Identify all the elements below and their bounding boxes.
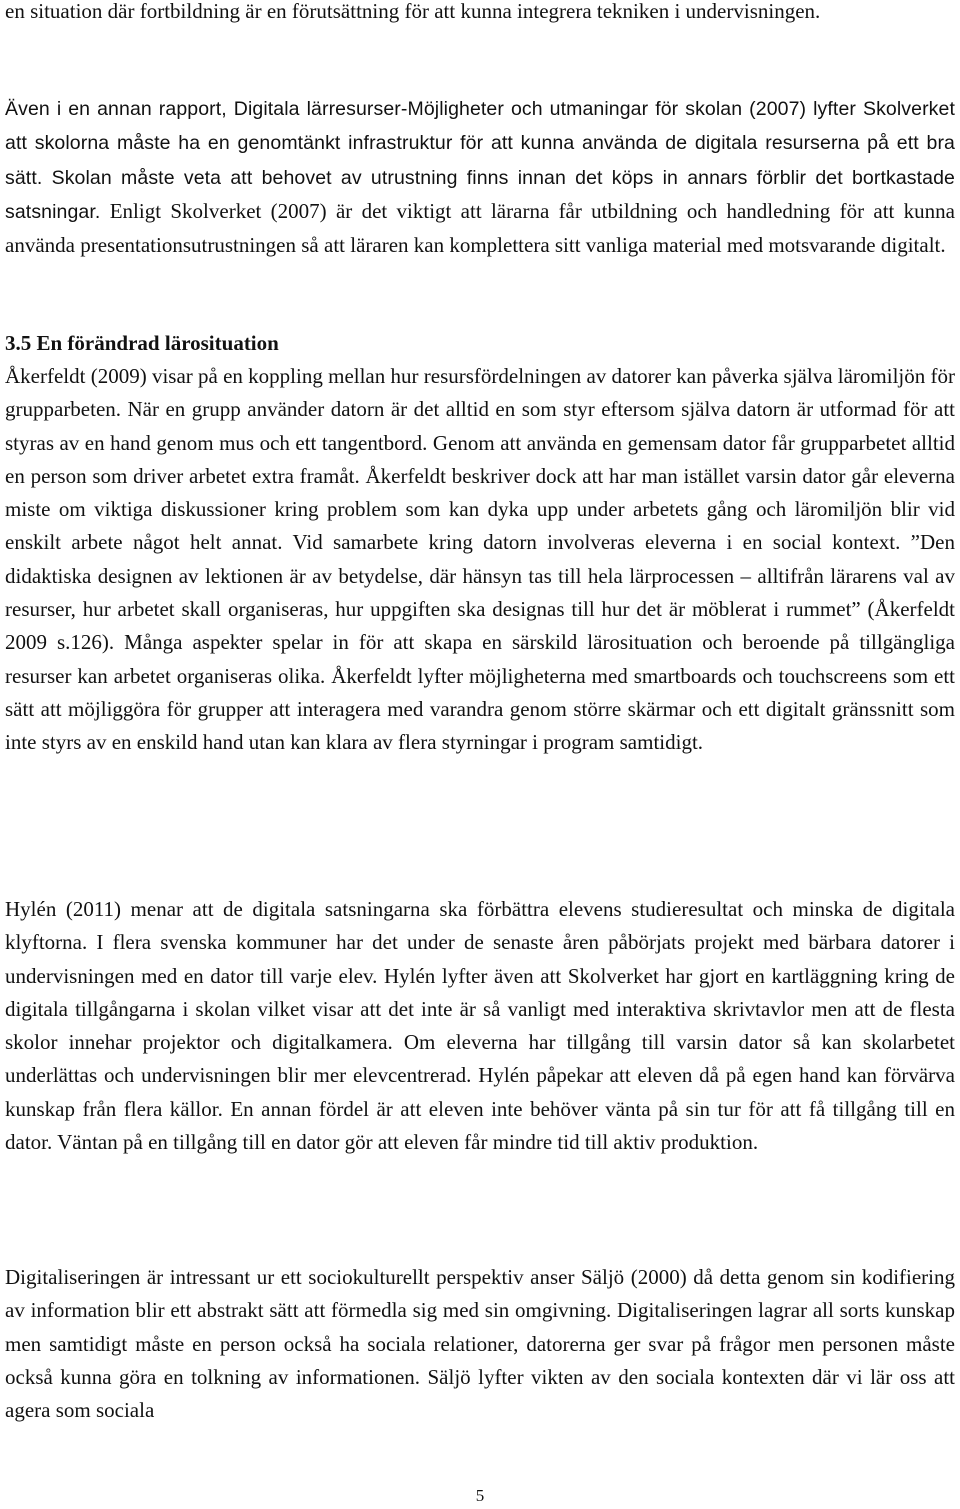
paragraph-digitaliseringen: Digitaliseringen är intressant ur ett sociokulturellt perspektiv anser Säljö (2000) då detta genom sin kodifiering av information blir ett abstrakt sätt att förmedla sig med sin omgivning. Digitaliseringen lagrar all sorts kunskap men samtidigt måste en person också ha sociala relationer, datorerna ger svar på frågor men personen måste också kunna göra en tolkning av informationen. Säljö lyfter vikten av den sociala kontexten där vi lär oss att agera som sociala (5, 1265, 955, 1423)
paragraph-hylen: Hylén (2011) menar att de digitala satsningarna ska förbättra elevens studieresultat och minska de digitala klyftorna. I flera svenska kommuner har det under de senaste åren påbörjats projekt med bärbara datorer i undervisningen med en dator till varje elev. Hylén lyfter även att Skolverket har gjort en kartläggning kring de digitala tillgångarna i skolan vilket visar att det inte är så vanligt med interaktiva skrivtavlor men att de flesta skolor innehar projektor och digitalkamera. Om eleverna har tillgång till varsin dator så kan skolarbetet underlättas och undervisningen blir mer elevcentrerad. Hylén påpekar att eleven då på egen hand kan förvärva kunskap från flera källor. En annan fördel är att eleven inte behöver vänta på sin tur för att få tillgång till en dator. Väntan på en tillgång till en dator gör att eleven får mindre tid till aktiv produktion. (5, 897, 955, 1155)
paragraph-continuation: en situation där fortbildning är en förutsättning för att kunna integrera tekniken i undervisningen. (5, 0, 821, 23)
page-number: 5 (475, 1486, 485, 1505)
paragraph-text-run: Enligt Skolverket (2007) är det viktigt att lärarna får utbildning och handledning för att kunna använda presentationsutrustningen så att läraren kan komplettera sitt vanliga material med motsvarande digitalt. (5, 198, 955, 258)
paragraph-skolverket-report (5, 92, 955, 262)
paragraph-akerfeldt: Åkerfeldt (2009) visar på en koppling mellan hur resursfördelningen av datorer kan påverka själva läromiljön för grupparbeten. När en grupp använder datorn är det alltid en som styr eftersom själva datorn är utformad för att styras av en hand genom mus och ett tangentbord. Genom att använda en gemensam dator får grupparbetet alltid en person som driver arbetet extra framåt. Åkerfeldt beskriver dock att har man istället varsin dator går eleverna miste om viktiga diskussioner kring problem som kan dyka upp under arbetets gång och läromiljön blir vid enskilt arbete något helt annat. Vid samarbete kring datorn involveras eleverna i en social kontext. ”Den didaktiska designen av lektionen är av betydelse, där hänsyn tas till hela lärprocessen – alltifrån lärarens val av resurser, hur arbetet skall organiseras, hur uppgiften ska designas till hur det är möblerat i rummet” (Åkerfeldt 2009 s.126). Många aspekter spelar in för att skapa en särskild lärosituation och beroende på tillgängliga resurser kan arbetet organiseras olika. Åkerfeldt lyfter möjligheterna med smartboards och touchscreens som ett sätt att möjliggöra för grupper att interagera med varandra genom större skärmar och ett digitalt gränssnitt som inte styrs av en enskild hand utan kan klara av flera styrningar i program samtidigt. (5, 364, 955, 755)
section-heading: 3.5 En förändrad lärosituation (5, 331, 279, 355)
paragraph-text-run: Skolan måste veta att behovet av utrustning finns innan det köps in annars förblir det bortkastade satsningar. (5, 166, 955, 223)
paragraph-text-run: Även i en annan rapport, Digitala lärresurser-Möjligheter och utmaningar för skolan (2007) lyfter Skolverket att skolorna måste ha en genomtänkt infrastruktur för att kunna använda de digitala resurserna på ett bra sätt. (5, 98, 955, 189)
